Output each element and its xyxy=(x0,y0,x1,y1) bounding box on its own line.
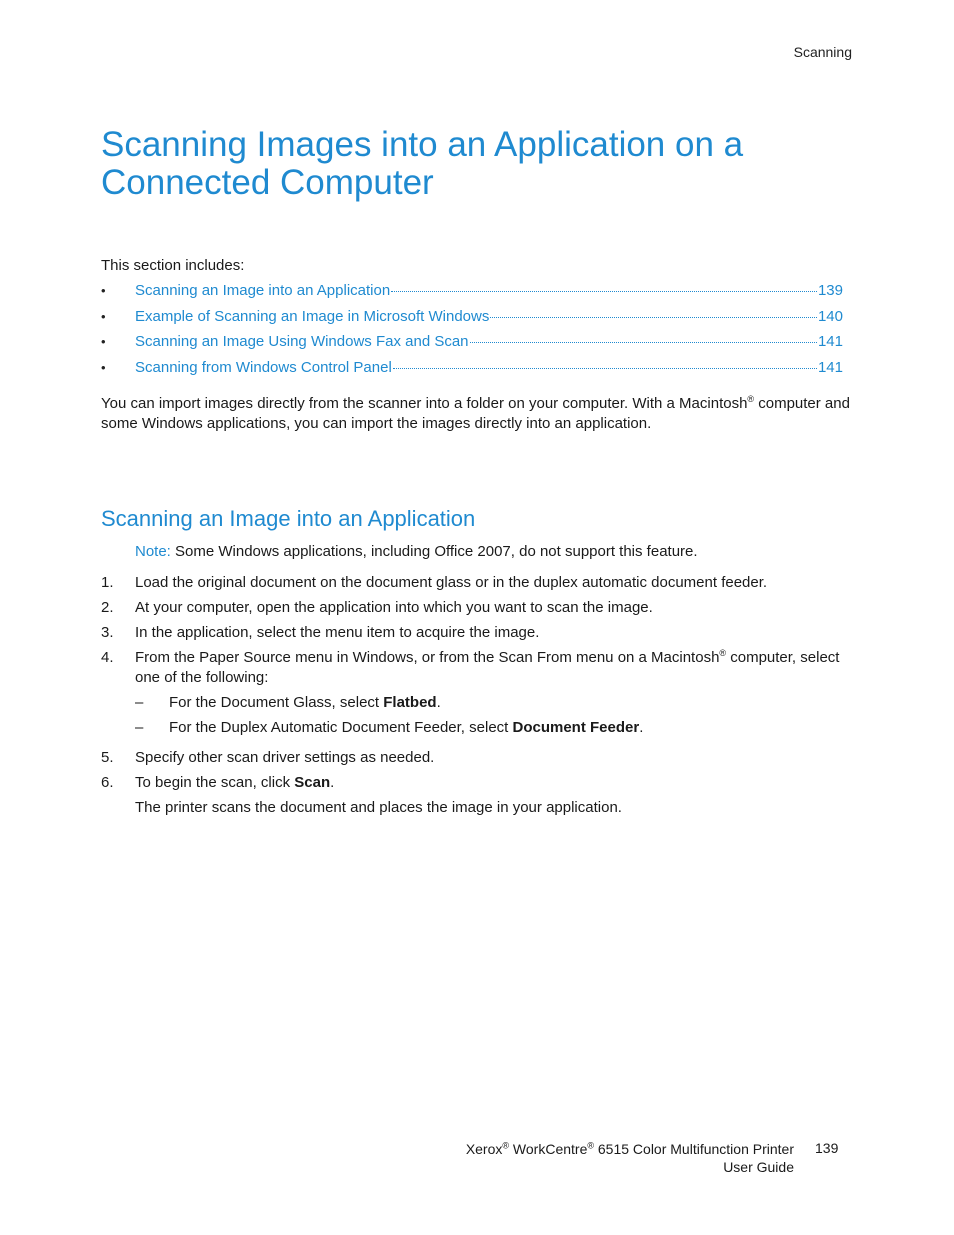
step-item xyxy=(101,748,851,768)
step-number: 3. xyxy=(101,624,114,641)
footer-brand: Xerox xyxy=(465,1141,503,1157)
page-title: Scanning Images into an Application on a Connected Computer xyxy=(101,125,744,202)
toc-link[interactable]: Scanning an Image into an Application xyxy=(135,282,391,299)
sub-option-bold: Document Feeder xyxy=(512,719,640,736)
running-header: Scanning xyxy=(793,44,852,60)
step-text-a: From the Paper Source menu in Windows, or from the Scan From menu on a Macintosh xyxy=(135,649,720,666)
toc-page-number[interactable]: 141 xyxy=(817,333,843,351)
note-text: Some Windows applications, including Office 2007, do not support this feature. xyxy=(170,543,698,560)
footer xyxy=(466,1140,794,1176)
toc-leader xyxy=(391,291,817,292)
step-text: At your computer, open the application into which you want to scan the image. xyxy=(135,599,653,616)
section-title: Scanning an Image into an Application xyxy=(101,506,476,531)
sub-option-suffix: . xyxy=(436,694,441,711)
note-label: Note: xyxy=(135,543,171,560)
toc-page-number[interactable]: 141 xyxy=(817,359,843,377)
sub-option-prefix: For the Document Glass, select xyxy=(169,694,384,711)
registered-mark: ® xyxy=(587,1140,594,1151)
intro-label: This section includes: xyxy=(101,257,245,274)
bullet-icon: • xyxy=(101,308,106,324)
step-number: 1. xyxy=(101,574,114,591)
dash-icon: – xyxy=(135,694,144,711)
toc-link[interactable]: Example of Scanning an Image in Microsoft Windows xyxy=(135,307,490,325)
toc-leader xyxy=(490,317,817,318)
step-item xyxy=(101,773,851,818)
toc-item[interactable] xyxy=(101,359,843,385)
sub-option xyxy=(135,718,851,738)
intro-text-part2: computer and some Windows applications, you can import the images directly into an application. xyxy=(101,395,850,432)
table-of-contents xyxy=(101,282,843,385)
registered-mark: ® xyxy=(502,1140,510,1151)
sub-option-text xyxy=(169,718,643,738)
sub-option xyxy=(135,693,851,713)
footer-guide: User Guide xyxy=(723,1159,794,1175)
bullet-icon: • xyxy=(101,334,106,350)
page-number: 139 xyxy=(815,1140,839,1156)
step-text: In the application, select the menu item to acquire the image. xyxy=(135,624,540,641)
step-text xyxy=(135,773,851,793)
step-text: Load the original document on the document glass or in the duplex automatic document feeder. xyxy=(135,574,768,591)
sub-option-prefix: For the Duplex Automatic Document Feeder, select xyxy=(169,719,513,736)
toc-leader xyxy=(393,368,817,369)
registered-mark: ® xyxy=(719,648,727,658)
step-number: 6. xyxy=(101,774,114,791)
step-body xyxy=(135,648,851,743)
bullet-icon: • xyxy=(101,360,106,376)
step-bold: Scan xyxy=(294,774,331,791)
bullet-icon: • xyxy=(101,283,106,298)
sub-option-bold: Flatbed xyxy=(383,694,437,711)
sub-option-text xyxy=(169,693,441,713)
step-item xyxy=(101,598,851,618)
step-item xyxy=(101,648,851,743)
step-item xyxy=(101,623,851,643)
step-suffix: . xyxy=(330,774,335,791)
intro-paragraph xyxy=(101,394,851,434)
step-text: Specify other scan driver settings as needed. xyxy=(135,749,435,766)
intro-text-part1: You can import images directly from the scanner into a folder on your computer. With a Macintosh xyxy=(101,395,748,412)
step-number: 2. xyxy=(101,599,114,616)
procedure-steps xyxy=(101,573,851,823)
note xyxy=(135,543,698,560)
registered-mark: ® xyxy=(747,394,755,404)
step-body xyxy=(135,773,851,818)
footer-model-b: 6515 Color Multifunction Printer xyxy=(594,1141,794,1157)
toc-link[interactable]: Scanning an Image Using Windows Fax and Scan xyxy=(135,333,469,351)
toc-link[interactable]: Scanning from Windows Control Panel xyxy=(135,359,392,377)
toc-item[interactable] xyxy=(101,333,843,359)
step-number: 4. xyxy=(101,649,114,666)
step-text-b: computer, select one of the following: xyxy=(135,649,840,686)
toc-item[interactable] xyxy=(101,308,843,334)
footer-model-a: WorkCentre xyxy=(509,1141,588,1157)
footer-product xyxy=(466,1140,794,1158)
step-prefix: To begin the scan, click xyxy=(135,774,295,791)
toc-item[interactable] xyxy=(101,282,843,308)
dash-icon: – xyxy=(135,719,144,736)
step-text xyxy=(135,648,851,688)
sub-option-suffix: . xyxy=(639,719,644,736)
step-item xyxy=(101,573,851,593)
step-number: 5. xyxy=(101,749,114,766)
toc-page-number[interactable]: 139 xyxy=(817,282,843,299)
toc-page-number[interactable]: 140 xyxy=(817,307,843,325)
toc-leader xyxy=(470,342,817,343)
sub-options xyxy=(135,693,851,738)
step-result: The printer scans the document and places the image in your application. xyxy=(135,799,622,816)
